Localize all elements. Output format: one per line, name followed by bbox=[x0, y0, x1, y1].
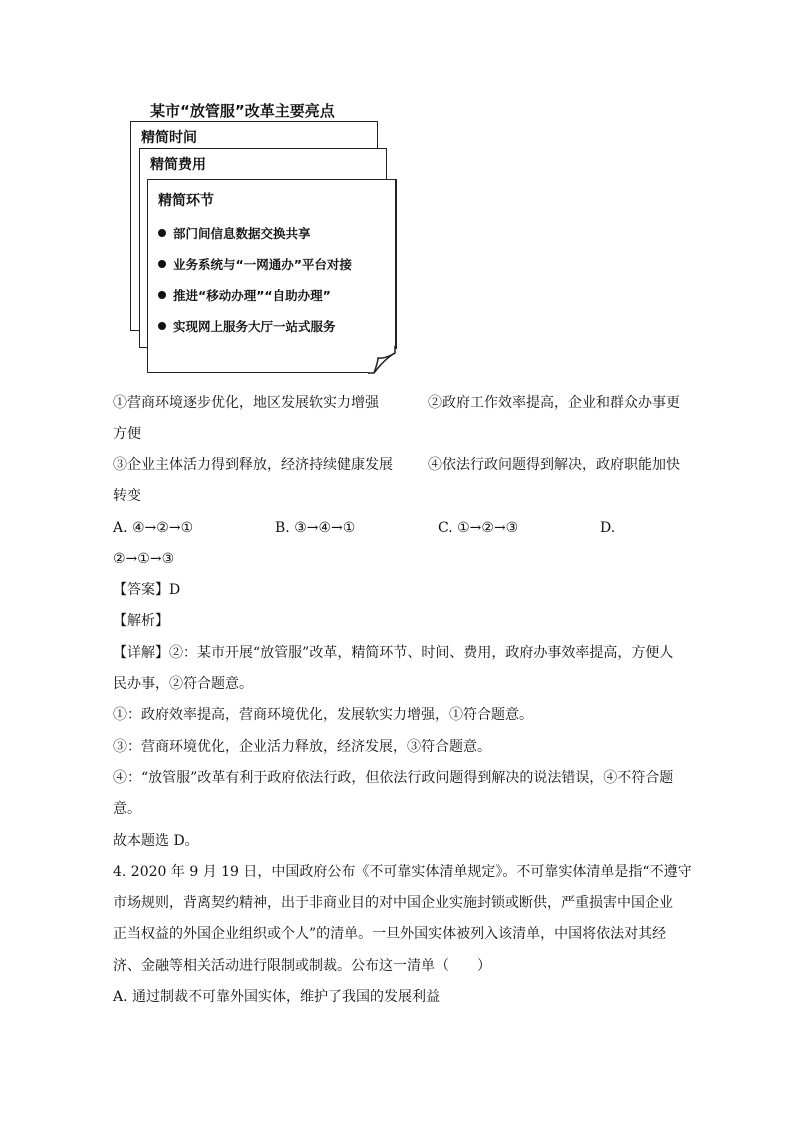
bullet-list bbox=[158, 224, 352, 348]
bullet-icon bbox=[158, 322, 166, 330]
question-4-line-4: 济、金融等相关活动进行限制或制裁。公布这一清单（ ） bbox=[113, 958, 491, 974]
bullet-icon bbox=[158, 229, 166, 237]
option-3: ③企业主体活力得到释放，经济持续健康发展 bbox=[113, 457, 393, 473]
card-steps bbox=[147, 179, 395, 373]
detail-para-1: 【详解】②：某市开展“放管服”改革，精简环节、时间、费用，政府办事效率提高，方便人 bbox=[113, 645, 674, 661]
list-item: 部门间信息数据交换共享 bbox=[158, 224, 352, 255]
option-2: ②政府工作效率提高，企业和群众办事更 bbox=[428, 395, 680, 411]
list-item: 实现网上服务大厅一站式服务 bbox=[158, 317, 352, 348]
detail-para-2: ①：政府效率提高，营商环境优化，发展软实力增强，①符合题意。 bbox=[113, 707, 533, 723]
analysis-label: 【解析】 bbox=[113, 613, 169, 629]
question-4-line-1: 4. 2020 年 9 月 19 日，中国政府公布《不可靠实体清单规定》。不可靠实体清单是指“不遵守 bbox=[113, 864, 692, 880]
bullet-icon bbox=[158, 260, 166, 268]
option-4-cont: 转变 bbox=[113, 488, 141, 504]
detail-para-4: ④：“放管服”改革有利于政府依法行政，但依法行政问题得到解决的说法错误，④不符合题 bbox=[113, 770, 674, 786]
detail-label: 【详解】 bbox=[113, 645, 169, 661]
choice-a: A. ④→②→① bbox=[113, 520, 194, 536]
figure-title: 某市“放管服”改革主要亮点 bbox=[150, 102, 335, 120]
answer-value: D bbox=[169, 582, 181, 598]
list-item: 业务系统与“一网通办”平台对接 bbox=[158, 255, 352, 286]
choice-d-cont: ②→①→③ bbox=[113, 551, 175, 567]
option-2-cont: 方便 bbox=[113, 426, 141, 442]
page-curl-icon bbox=[368, 345, 398, 375]
card-time-label: 精简时间 bbox=[141, 130, 197, 146]
option-1: ①营商环境逐步优化，地区发展软实力增强 bbox=[113, 395, 379, 411]
card-cost-label: 精简费用 bbox=[150, 157, 206, 173]
detail-para-3: ③：营商环境优化，企业活力释放，经济发展，③符合题意。 bbox=[113, 739, 491, 755]
answer-label: 【答案】 bbox=[113, 582, 169, 598]
option-4: ④依法行政问题得到解决，政府职能加快 bbox=[428, 457, 680, 473]
bullet-icon bbox=[158, 291, 166, 299]
list-item: 推进“移动办理”“自助办理” bbox=[158, 286, 352, 317]
choice-b: B. ③→④→① bbox=[275, 520, 356, 536]
choice-d: D. bbox=[600, 520, 616, 536]
detail-para-1-cont: 民办事，②符合题意。 bbox=[113, 676, 253, 692]
question-4-line-2: 市场规则，背离契约精神，出于非商业目的对中国企业实施封锁或断供，严重损害中国企业 bbox=[113, 895, 673, 911]
choice-c: C. ①→②→③ bbox=[438, 520, 519, 536]
question-4-option-a: A. 通过制裁不可靠外国实体，维护了我国的发展利益 bbox=[113, 989, 441, 1005]
card-edge bbox=[395, 179, 397, 349]
card-edge bbox=[147, 372, 369, 374]
question-4-line-3: 正当权益的外国企业组织或个人”的清单。一旦外国实体被列入该清单，中国将依法对其经 bbox=[113, 926, 667, 942]
answer bbox=[113, 580, 180, 600]
conclusion: 故本题选 D。 bbox=[113, 833, 199, 849]
card-steps-label: 精简环节 bbox=[158, 193, 214, 209]
detail-para-4-cont: 意。 bbox=[113, 801, 141, 817]
